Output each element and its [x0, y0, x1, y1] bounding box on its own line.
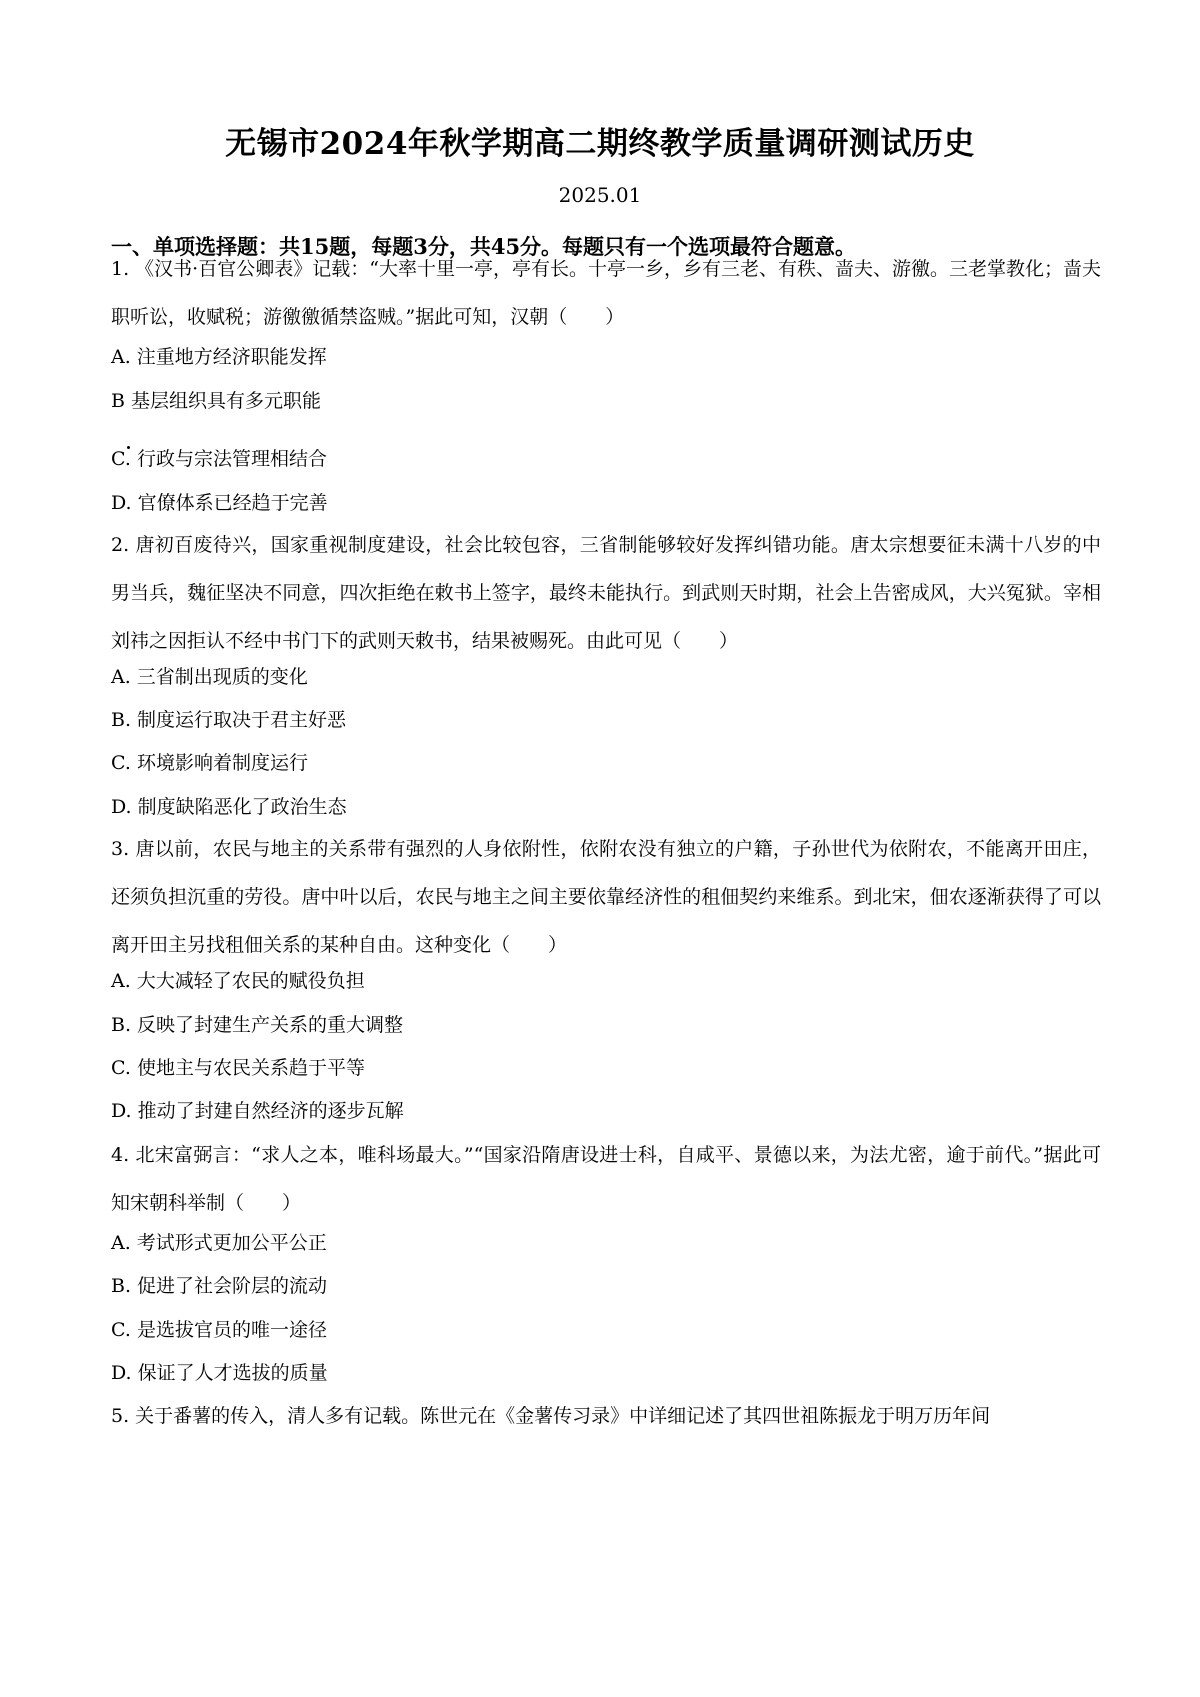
- question-2-option-b: B. 制度运行取决于君主好恶: [111, 709, 347, 731]
- question-3-option-c: C. 使地主与农民关系趋于平等: [111, 1057, 365, 1079]
- question-4-option-b: B. 促进了社会阶层的流动: [111, 1275, 328, 1297]
- section-heading: 一、单项选择题：共15题，每题3分，共45分。每题只有一个选项最符合题意。: [111, 234, 857, 259]
- question-1-option-c: C. 行政与宗法管理相结合: [111, 448, 327, 470]
- question-1-option-b: B 基层组织具有多元职能: [111, 390, 322, 412]
- question-1-option-a: A. 注重地方经济职能发挥: [111, 346, 327, 368]
- question-4-option-d: D. 保证了人才选拔的质量: [111, 1362, 328, 1384]
- question-2-option-a: A. 三省制出现质的变化: [111, 666, 308, 688]
- question-2-option-c: C. 环境影响着制度运行: [111, 752, 308, 774]
- question-2-option-d: D. 制度缺陷恶化了政治生态: [111, 796, 347, 818]
- question-3-option-b: B. 反映了封建生产关系的重大调整: [111, 1014, 404, 1036]
- question-4-stem: 4. 北宋富弼言：“求人之本，唯科场最大。”“国家沿隋唐设进士科，自咸平、景德以来，为法尤密，逾于前代。”据此可知宋朝科举制（ ）: [111, 1144, 1101, 1214]
- question-3-option-d: D. 推动了封建自然经济的逐步瓦解: [111, 1100, 404, 1122]
- question-1-stem: 1. 《汉书·百官公卿表》记载：“大率十里一亭，亭有长。十亭一乡，乡有三老、有秩、啬夫、游徼。三老掌教化；啬夫职听讼，收赋税；游徼徼循禁盗贼。”据此可知，汉朝（ ）: [111, 258, 1101, 328]
- question-1-option-d: D. 官僚体系已经趋于完善: [111, 492, 328, 514]
- exam-date: 2025.01: [558, 183, 642, 207]
- exam-title: 无锡市2024年秋学期高二期终教学质量调研测试历史: [225, 126, 975, 162]
- question-3-option-a: A. 大大减轻了农民的赋役负担: [111, 970, 365, 992]
- question-3-stem: 3. 唐以前，农民与地主的关系带有强烈的人身依附性，依附农没有独立的户籍，子孙世代为依附农，不能离开田庄，还须负担沉重的劳役。唐中叶以后，农民与地主之间主要依靠经济性的租佃契约来维系。到北宋，佃农逐渐获得了可以离开田主另找租佃关系的某种自由。这种变化（ ）: [111, 838, 1101, 956]
- question-4-option-c: C. 是选拔官员的唯一途径: [111, 1319, 327, 1341]
- question-4-option-a: A. 考试形式更加公平公正: [111, 1232, 327, 1254]
- question-2-stem: 2. 唐初百废待兴，国家重视制度建设，社会比较包容，三省制能够较好发挥纠错功能。唐太宗想要征未满十八岁的中男当兵，魏征坚决不同意，四次拒绝在敕书上签字，最终未能执行。到武则天时期，社会上告密成风，大兴冤狱。宰相刘祎之因拒认不经中书门下的武则天敕书，结果被赐死。由此可见（ ）: [111, 534, 1101, 652]
- question-5-stem: 5. 关于番薯的传入，清人多有记载。陈世元在《金薯传习录》中详细记述了其四世祖陈振龙于明万历年间: [111, 1405, 991, 1427]
